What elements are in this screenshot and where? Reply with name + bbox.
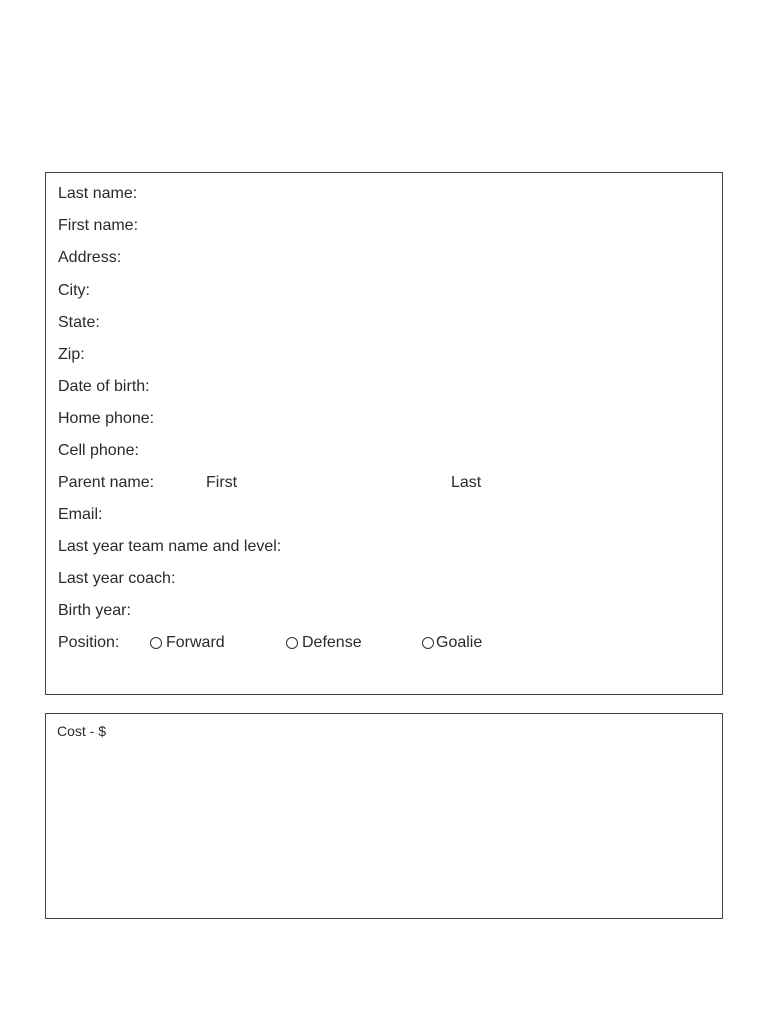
address-field[interactable] (58, 248, 121, 268)
last-name-field[interactable] (58, 184, 137, 204)
zip-field[interactable] (58, 345, 85, 365)
last-year-team-label: Last year team name and level: (58, 538, 282, 555)
parent-name-label: Parent name: (58, 474, 155, 491)
last-year-team-field[interactable] (58, 537, 281, 557)
email-label: Email: (58, 506, 103, 523)
cell-phone-label: Cell phone: (58, 442, 139, 459)
defense-label: Defense (302, 634, 362, 651)
zip-label: Zip: (58, 346, 85, 363)
home-phone-label: Home phone: (58, 410, 155, 427)
first-name-label: First name: (58, 217, 139, 234)
parent-name-field (58, 473, 658, 493)
cost-box[interactable] (45, 713, 723, 919)
state-field[interactable] (58, 313, 100, 333)
last-year-coach-field[interactable] (58, 569, 175, 589)
parent-first-name-field[interactable]: First (206, 474, 238, 491)
date-of-birth-field[interactable] (58, 377, 150, 397)
cell-phone-field[interactable] (58, 441, 139, 461)
cost-label: Cost - $ (57, 723, 107, 739)
address-label: Address: (58, 249, 122, 266)
state-label: State: (58, 314, 100, 331)
forward-label: Forward (166, 634, 225, 651)
home-phone-field[interactable] (58, 409, 154, 429)
position-forward-option[interactable] (150, 633, 225, 653)
position-field (58, 633, 658, 653)
city-field[interactable] (58, 281, 90, 301)
parent-last-name-field[interactable]: Last (451, 474, 482, 491)
last-name-label: Last name: (58, 185, 138, 202)
goalie-label: Goalie (436, 634, 483, 651)
forward-radio-button[interactable] (150, 637, 162, 649)
registration-form (45, 172, 723, 695)
date-of-birth-label: Date of birth: (58, 378, 150, 395)
goalie-radio-button[interactable] (422, 637, 434, 649)
email-field[interactable] (58, 505, 102, 525)
birth-year-field[interactable] (58, 601, 131, 621)
last-year-coach-label: Last year coach: (58, 570, 176, 587)
position-goalie-option[interactable] (422, 633, 482, 653)
first-name-field[interactable] (58, 216, 138, 236)
position-defense-option[interactable] (286, 633, 362, 653)
defense-radio-button[interactable] (286, 637, 298, 649)
birth-year-label: Birth year: (58, 602, 131, 619)
city-label: City: (58, 282, 90, 299)
position-label: Position: (58, 634, 120, 651)
